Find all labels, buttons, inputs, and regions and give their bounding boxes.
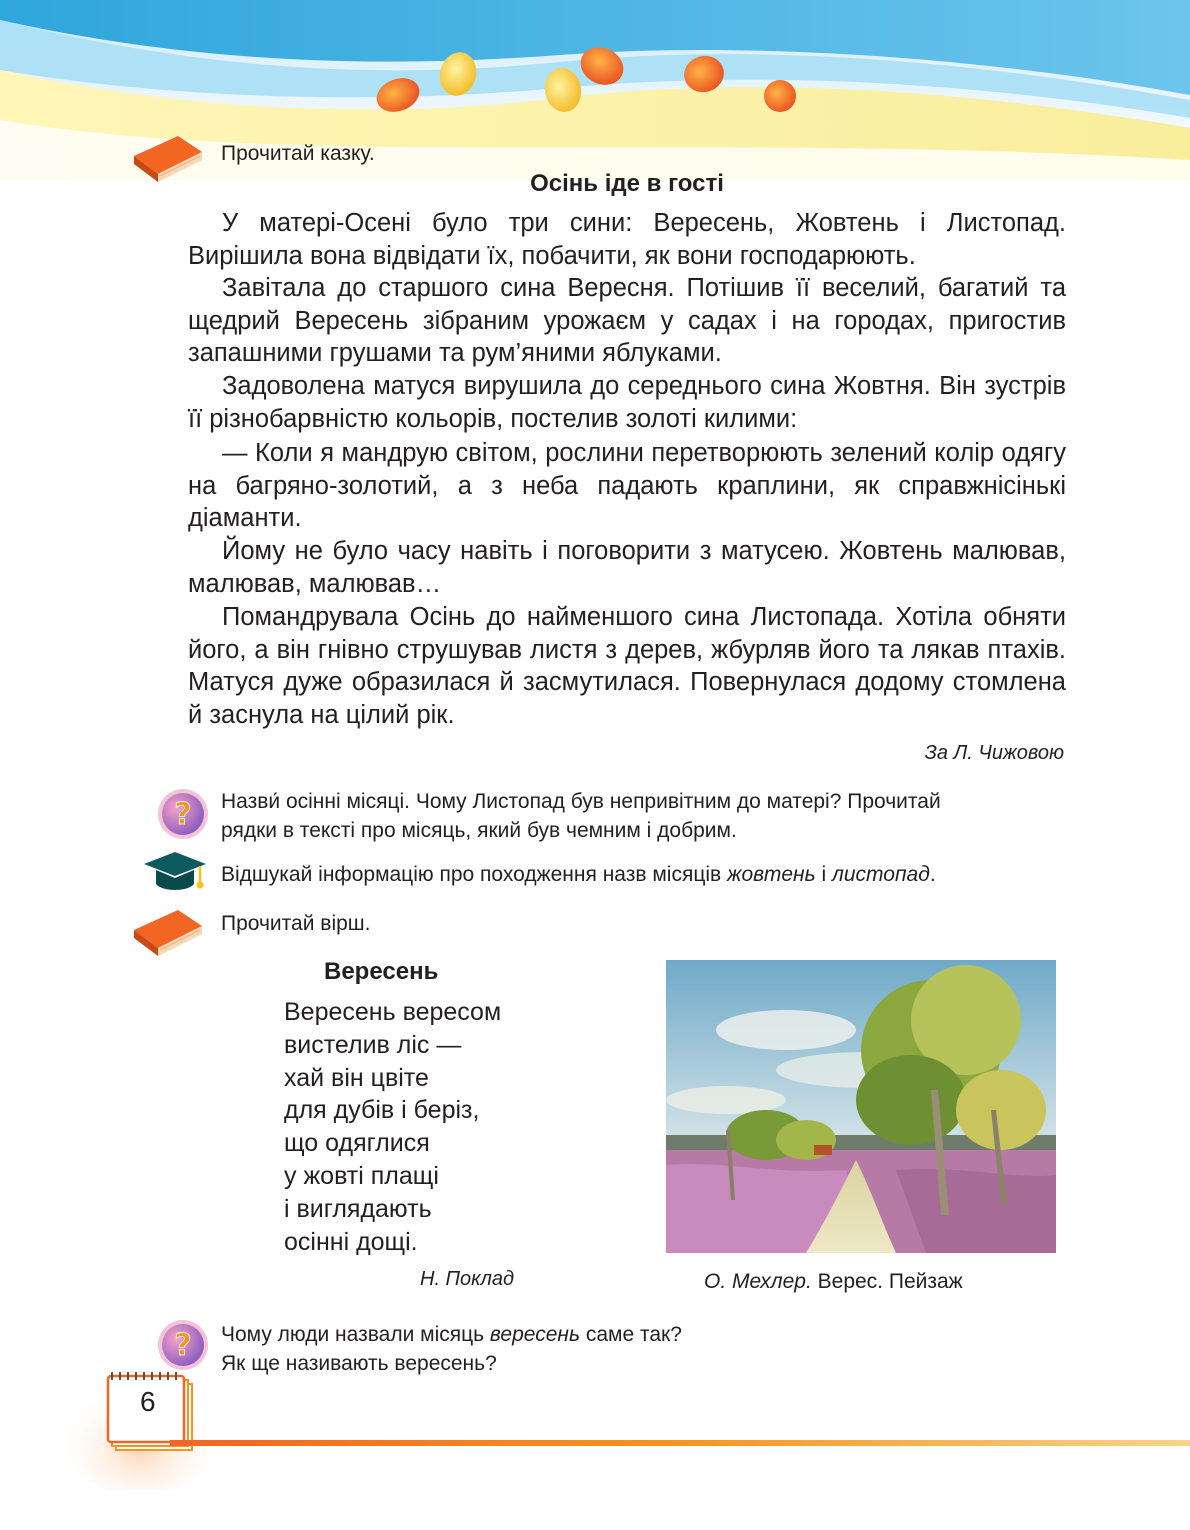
task-1-line-1: Назви́ осінні місяці. Чому Листопад був непривітним до матері? Прочитай: [221, 790, 941, 813]
poem-line: для дубів і беріз,: [284, 1096, 480, 1125]
task-3-text: Чому люди назвали місяць: [221, 1323, 490, 1346]
poem-line: Вересень вересом: [284, 998, 502, 1026]
poem-body: [284, 996, 501, 1258]
story-paragraph-4: — Коли я мандрую світом, рослини перетворюють зелений колір одягу на багряно-золотий, а з неба падають краплини, як справжнісінькі діаманти.: [188, 439, 1066, 533]
task-3-line-1: [221, 1320, 682, 1349]
story-paragraph-2: Завітала до старшого сина Вересня. Потішив її веселий, багатий та щедрий Вересень зібраним урожаєм у садах і на городах, пригостив запашними грушами та рум’яними яблуками.: [188, 274, 1066, 368]
poem-line: вистелив ліс —: [284, 1030, 462, 1059]
footer-line: [170, 1440, 1190, 1446]
task-2-suffix: .: [929, 863, 936, 886]
svg-text:?: ?: [174, 1328, 192, 1363]
task-2-word-1: жовтень: [727, 863, 816, 886]
poem-title: Вересень: [324, 958, 439, 985]
poem-line: і виглядають: [284, 1194, 432, 1223]
book-icon: [128, 902, 206, 962]
svg-text:?: ?: [174, 797, 192, 832]
task-2-text: Відшукай інформацію про походження назв місяців: [221, 863, 728, 886]
task-3-line-2: Як ще називають вересень?: [221, 1352, 497, 1375]
painting-title: Верес. Пейзаж: [811, 1270, 963, 1293]
second-instruction: Прочитай вірш.: [221, 912, 371, 935]
question-icon: [156, 787, 210, 841]
story-author: За Л. Чижовою: [924, 742, 1064, 764]
painting-artist: О. Мехлер.: [704, 1270, 812, 1293]
task-2-middle: і: [815, 863, 832, 886]
page-number: 6: [140, 1386, 156, 1417]
poem-line: у жовті плащі: [284, 1161, 439, 1190]
task-3-word: вересень: [489, 1323, 581, 1346]
story-paragraph-6: Помандрувала Осінь до найменшого сина Листопада. Хотіла обняти його, а він гнівно струшував листя з дерев, жбурляв його та лякав птахів. Матуся дуже образилася й засмутилася. Повернулася додому стомлена й заснула на цілий рік.: [188, 603, 1066, 729]
graduation-cap-icon: [140, 848, 210, 896]
painting-caption: [704, 1270, 963, 1294]
poem-line: хай він цвіте: [284, 1063, 429, 1092]
story-paragraph-5: Йому не було часу навіть і поговорити з матусею. Жовтень малював, малював, малював…: [188, 537, 1066, 598]
story-paragraph-3: Задоволена матуся вирушила до середнього сина Жовтня. Він зустрів її різнобарвністю кольорів, постелив золоті килими:: [188, 372, 1066, 433]
task-2: [221, 860, 936, 889]
top-instruction: Прочитай казку.: [221, 142, 375, 165]
task-1-line-2: рядки в тексті про місяць, який був чемним і добрим.: [221, 819, 737, 842]
poem-line: що одяглися: [284, 1129, 430, 1158]
calendar-icon: [60, 1360, 210, 1490]
painting-image: [666, 960, 1056, 1253]
story-paragraph-1: У матері-Осені було три сини: Вересень, Жовтень і Листопад. Вирішила вона відвідати їх, побачити, як вони господарюють.: [188, 209, 1066, 270]
poem-author: Н. Поклад: [420, 1268, 515, 1290]
task-3-suffix: саме так?: [580, 1323, 682, 1346]
task-1: [221, 787, 1081, 845]
task-3: [221, 1320, 682, 1378]
task-2-word-2: листопад: [832, 863, 930, 886]
poem-line: осінні дощі.: [284, 1227, 418, 1256]
story-title: Осінь іде в гості: [530, 170, 724, 197]
